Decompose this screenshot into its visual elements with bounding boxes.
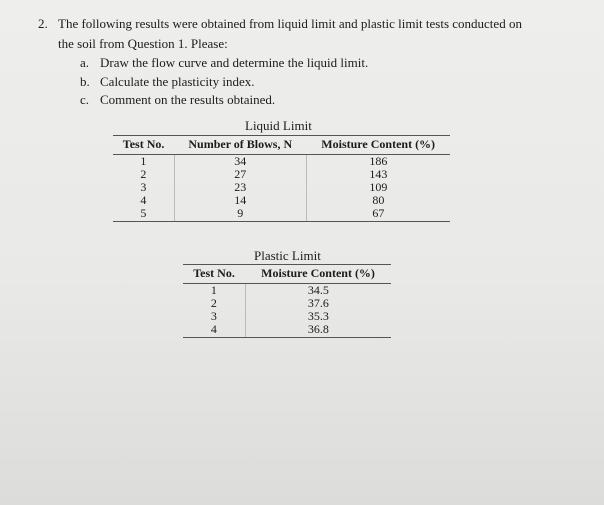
test-no-cell: 1 <box>113 155 174 169</box>
part-letter: a. <box>80 55 90 70</box>
part-text: Comment on the results obtained. <box>100 92 276 107</box>
column-header-test-no: Test No. <box>113 136 174 155</box>
moisture-cell: 34.5 <box>307 283 329 297</box>
column-header-moisture-content: Moisture Content (%) <box>306 136 450 155</box>
moisture-cell: 80 <box>372 193 385 207</box>
blows-cell: 34 <box>174 155 306 169</box>
question-part-a <box>80 55 368 71</box>
table-row <box>113 168 450 181</box>
liquid-limit-title: Liquid Limit <box>245 118 312 133</box>
moisture-cell: 143 <box>369 167 388 181</box>
plastic-limit-table <box>183 264 391 338</box>
part-text: Calculate the plasticity index. <box>100 74 255 89</box>
test-no-cell: 2 <box>113 168 174 181</box>
blows-cell: 23 <box>174 181 306 194</box>
blows-cell: 9 <box>174 207 306 222</box>
table-row <box>183 323 391 338</box>
column-header-moisture-content: Moisture Content (%) <box>245 265 391 284</box>
part-letter: c. <box>80 92 90 107</box>
plastic-limit-title: Plastic Limit <box>254 248 321 263</box>
liquid-limit-table <box>113 135 450 222</box>
moisture-cell: 67 <box>306 207 450 222</box>
table-header-row <box>113 136 450 155</box>
question-text-line-1: The following results were obtained from liquid limit and plastic limit tests conducted on <box>58 16 522 31</box>
moisture-cell: 109 <box>369 180 388 194</box>
table-row <box>113 181 450 194</box>
moisture-cell: 186 <box>369 154 388 168</box>
test-no-cell: 3 <box>113 181 174 194</box>
part-text: Draw the flow curve and determine the liquid limit. <box>100 55 369 70</box>
moisture-cell: 35.3 <box>307 309 329 323</box>
test-no-cell: 4 <box>113 194 174 207</box>
test-no-cell: 4 <box>183 323 245 338</box>
question-part-b <box>80 74 255 90</box>
blows-cell: 14 <box>174 194 306 207</box>
test-no-cell: 1 <box>183 284 245 298</box>
question-part-c <box>80 92 275 108</box>
table-row <box>113 207 450 222</box>
question-text-line-2: the soil from Question 1. Please: <box>58 36 228 51</box>
moisture-cell: 37.6 <box>307 296 329 310</box>
question-number: 2. <box>38 16 48 31</box>
table-row <box>183 284 391 298</box>
part-letter: b. <box>80 74 90 89</box>
column-header-test-no: Test No. <box>183 265 245 284</box>
test-no-cell: 3 <box>183 310 245 323</box>
table-row <box>113 155 450 169</box>
test-no-cell: 5 <box>113 207 174 222</box>
column-header-number-of-blows: Number of Blows, N <box>174 136 306 155</box>
table-header-row <box>183 265 391 284</box>
table-row <box>113 194 450 207</box>
blows-cell: 27 <box>174 168 306 181</box>
moisture-cell: 36.8 <box>245 323 391 338</box>
test-no-cell: 2 <box>183 297 245 310</box>
